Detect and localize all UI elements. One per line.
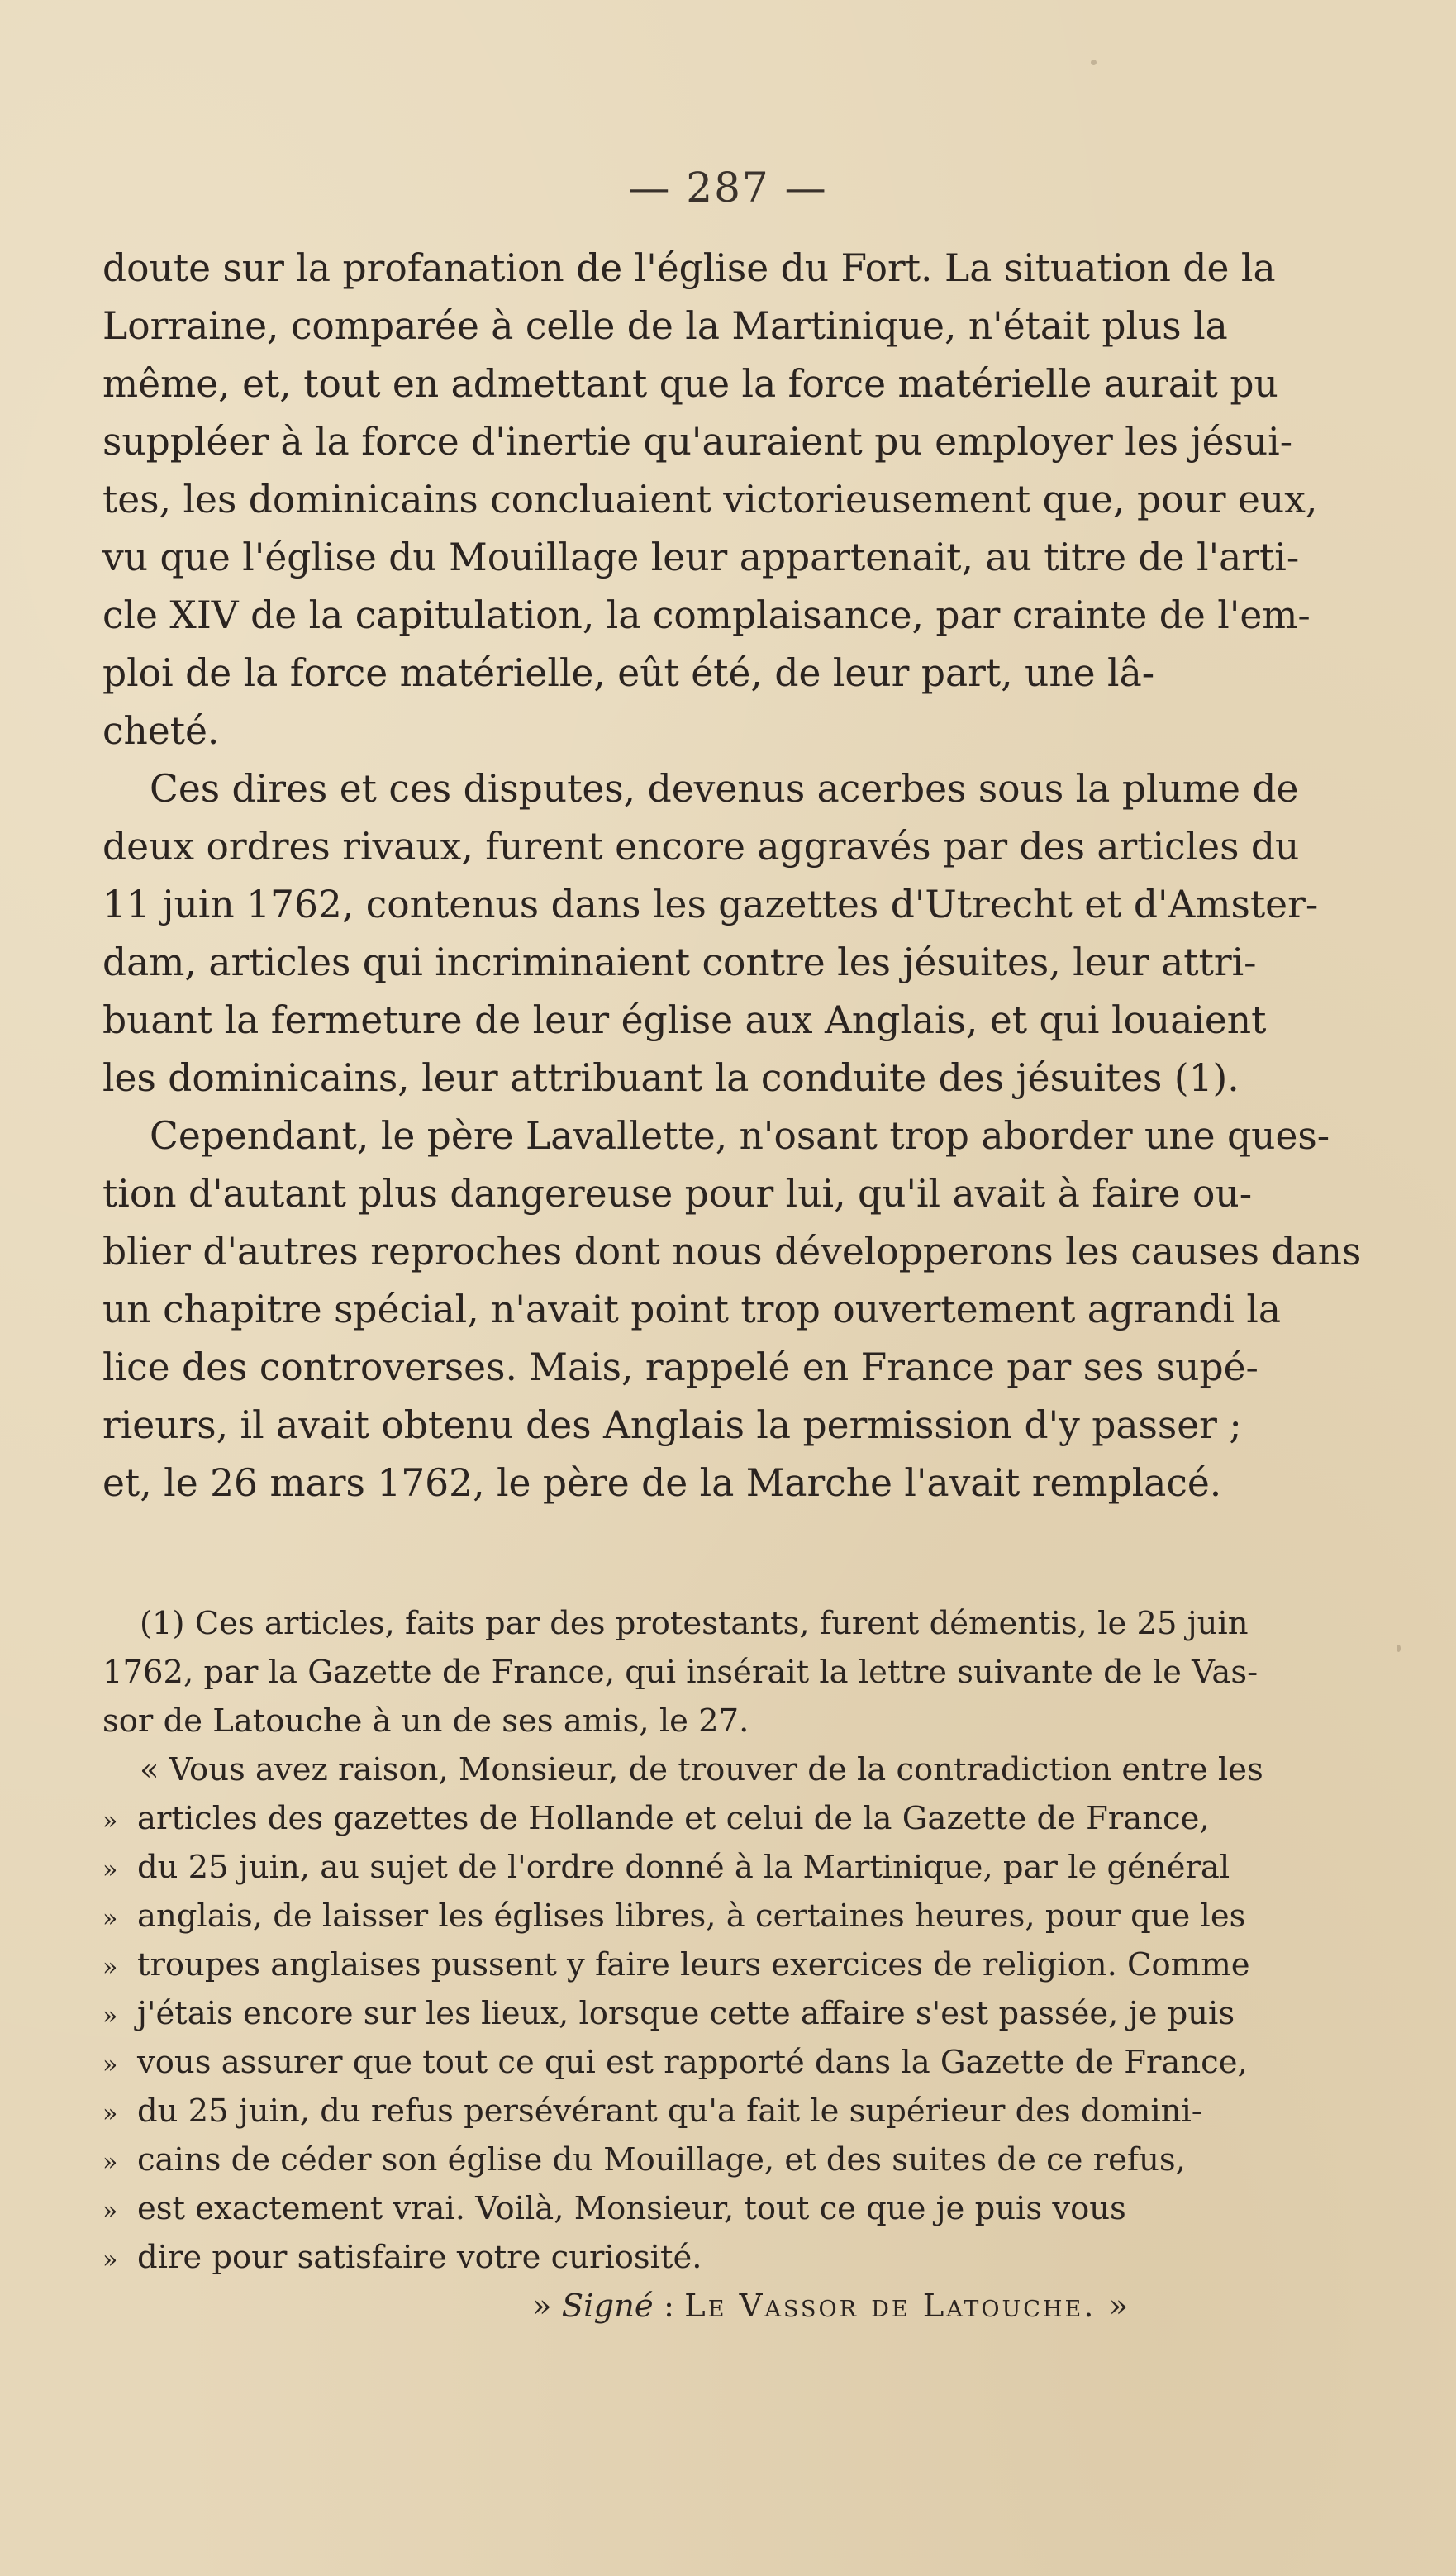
letter-line: » anglais, de laisser les églises libres, à certaines heures, pour que les [102, 1897, 1246, 1935]
signature-line: » Signé : Le Vassor de Latouche. » [532, 2288, 1131, 2325]
letter-line: » du 25 juin, au sujet de l'ordre donné à la Martinique, par le général [102, 1849, 1230, 1886]
text-line: cle XIV de la capitulation, la complaisance, par crainte de l'em- [102, 593, 1311, 637]
text-line: 11 juin 1762, contenus dans les gazettes d'Utrecht et d'Amster- [102, 883, 1319, 926]
text-line: vu que l'église du Mouillage leur appartenait, au titre de l'arti- [102, 536, 1300, 579]
text-line: ploi de la force matérielle, eût été, de leur part, une lâ- [102, 651, 1155, 695]
paper-speck [1091, 60, 1097, 65]
text-line: même, et, tout en admettant que la force matérielle aurait pu [102, 362, 1278, 406]
footnote-line: 1762, par la Gazette de France, qui insérait la lettre suivante de le Vas- [102, 1654, 1259, 1691]
letter-line: » du 25 juin, du refus persévérant qu'a fait le supérieur des domini- [102, 2093, 1202, 2130]
text-line: cheté. [102, 709, 220, 753]
text-line: tes, les dominicains concluaient victorieusement que, pour eux, [102, 478, 1318, 521]
text-line: et, le 26 mars 1762, le père de la Marche l'avait remplacé. [102, 1461, 1222, 1505]
text-line: buant la fermeture de leur église aux Anglais, et qui louaient [102, 998, 1267, 1042]
text-line: tion d'autant plus dangereuse pour lui, qu'il avait à faire ou- [102, 1172, 1253, 1216]
text-line: lice des controverses. Mais, rappelé en France par ses supé- [102, 1345, 1259, 1389]
letter-line: » dire pour satisfaire votre curiosité. [102, 2239, 702, 2276]
text-line: deux ordres rivaux, furent encore aggravés par des articles du [102, 825, 1300, 869]
letter-line: « Vous avez raison, Monsieur, de trouver de la contradiction entre les [140, 1751, 1263, 1788]
text-line: blier d'autres reproches dont nous développerons les causes dans [102, 1230, 1362, 1274]
text-line: les dominicains, leur attribuant la conduite des jésuites (1). [102, 1056, 1240, 1100]
text-line: Lorraine, comparée à celle de la Martinique, n'était plus la [102, 304, 1228, 348]
footnote-line: sor de Latouche à un de ses amis, le 27. [102, 1702, 749, 1740]
footnote-line: (1) Ces articles, faits par des protestants, furent démentis, le 25 juin [140, 1605, 1249, 1642]
letter-line: » vous assurer que tout ce qui est rapporté dans la Gazette de France, [102, 2044, 1248, 2081]
letter-line: » j'étais encore sur les lieux, lorsque cette affaire s'est passée, je puis [102, 1995, 1235, 2032]
signature-name: Le Vassor de Latouche. » [684, 2288, 1131, 2325]
letter-line: » cains de céder son église du Mouillage, et des suites de ce refus, [102, 2141, 1186, 2178]
text-line: doute sur la profanation de l'église du Fort. La situation de la [102, 246, 1276, 290]
footnote [102, 1599, 1334, 2331]
text-line: Cependant, le père Lavallette, n'osant trop aborder une ques- [150, 1114, 1330, 1158]
text-line: rieurs, il avait obtenu des Anglais la permission d'y passer ; [102, 1403, 1242, 1447]
page-number: — 287 — [628, 164, 828, 212]
letter-line: » articles des gazettes de Hollande et celui de la Gazette de France, [102, 1800, 1210, 1837]
text-line: Ces dires et ces disputes, devenus acerbes sous la plume de [150, 767, 1299, 811]
signature-label: Signé [561, 2288, 654, 2325]
text-line: suppléer à la force d'inertie qu'auraient pu employer les jésui- [102, 420, 1293, 464]
letter-line: » troupes anglaises pussent y faire leurs exercices de religion. Comme [102, 1946, 1250, 1983]
text-line: un chapitre spécial, n'avait point trop ouvertement agrandi la [102, 1288, 1282, 1331]
text-line: dam, articles qui incriminaient contre les jésuites, leur attri- [102, 940, 1257, 984]
letter-line: » est exactement vrai. Voilà, Monsieur, tout ce que je puis vous [102, 2190, 1126, 2227]
main-text [102, 240, 1362, 1512]
paper-speck [1397, 1645, 1401, 1652]
